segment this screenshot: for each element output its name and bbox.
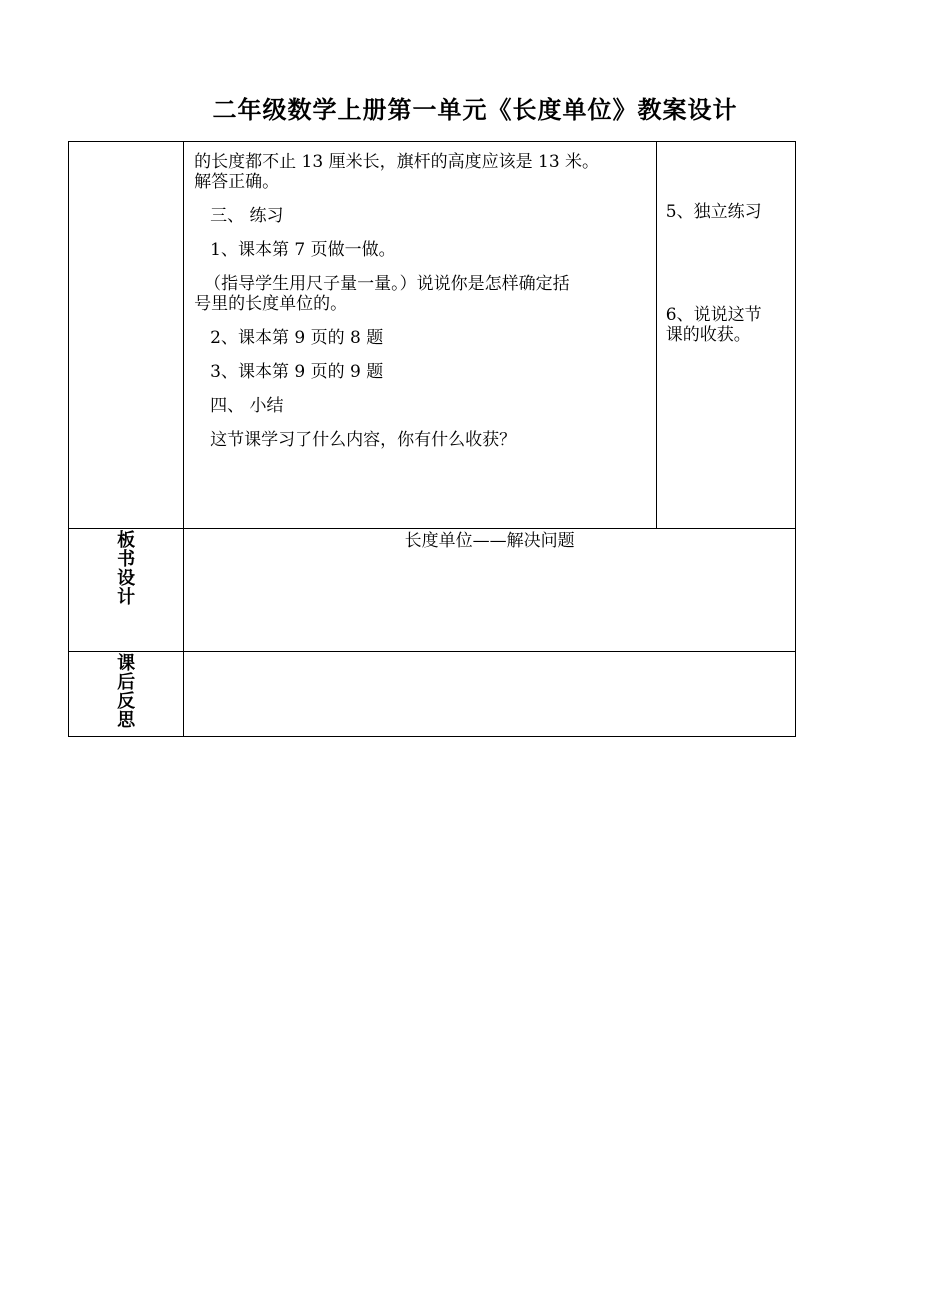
content-line: 1、课本第 7 页做一做。 xyxy=(210,240,396,260)
empty-label-cell xyxy=(69,142,184,529)
reflection-label: 课 后 反 思 xyxy=(69,652,184,737)
section-heading-summary: 四、 小结 xyxy=(210,396,284,416)
content-line: 这节课学习了什么内容，你有什么收获？ xyxy=(210,430,517,450)
content-line: 2、课本第 9 页的 8 题 xyxy=(210,328,384,348)
section-heading-practice: 三、 练习 xyxy=(210,206,284,226)
activity-item: 课的收获。 xyxy=(665,325,751,345)
board-design-content: 长度单位——解决问题 xyxy=(184,529,796,652)
table-row-board-design xyxy=(69,529,796,652)
lesson-plan-table xyxy=(68,141,796,737)
table-row-reflection xyxy=(69,652,796,737)
content-line: 解答正确。 xyxy=(194,172,280,192)
table-row-content xyxy=(69,142,796,529)
content-line: （指导学生用尺子量一量。）说说你是怎样确定括 xyxy=(204,274,570,294)
activity-item: 5、独立练习 xyxy=(665,202,762,222)
reflection-content xyxy=(184,652,796,737)
student-activity-cell xyxy=(656,142,795,529)
content-line: 的长度都不止 13 厘米长，旗杆的高度应该是 13 米。 xyxy=(194,152,600,172)
content-line: 号里的长度单位的。 xyxy=(194,294,348,314)
content-line: 3、课本第 9 页的 9 题 xyxy=(210,362,384,382)
activity-item: 6、说说这节 xyxy=(665,305,762,325)
teaching-content-cell xyxy=(184,142,657,529)
page-title: 二年级数学上册第一单元《长度单位》教案设计 xyxy=(212,96,738,124)
board-design-label: 板 书 设 计 xyxy=(69,529,184,652)
